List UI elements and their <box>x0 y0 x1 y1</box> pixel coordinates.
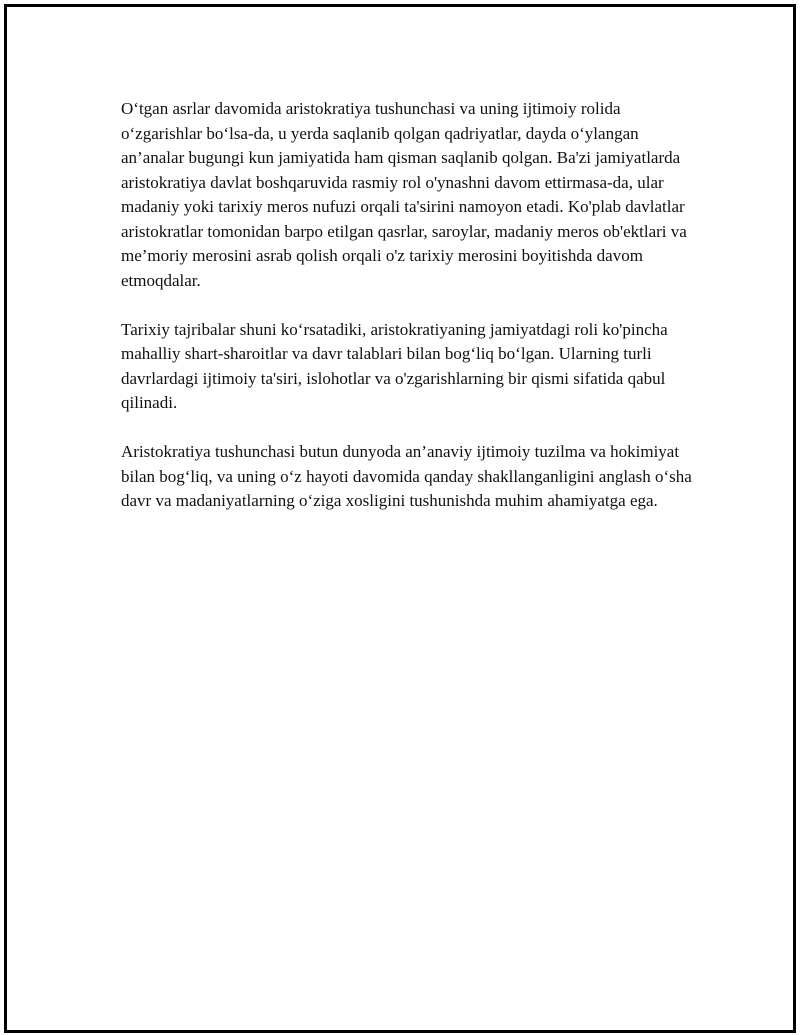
document-body <box>121 97 701 538</box>
paragraph-1: O‘tgan asrlar davomida aristokratiya tushunchasi va uning ijtimoiy rolida o‘zgarishlar bo‘lsa-da, u yerda saqlanib qolgan qadriyatlar, dayda o‘ylangan an’analar bugungi kun jamiyatida ham qisman saqlanib qolgan. Ba'zi jamiyatlarda aristokratiya davlat boshqaruvida rasmiy rol o'ynashni davom ettirmasa-da, ular madaniy yoki tarixiy meros nufuzi orqali ta'sirini namoyon etadi. Ko'plab davlatlar aristokratlar tomonidan barpo etilgan qasrlar, saroylar, madaniy meros ob'ektlari va me’moriy merosini asrab qolish orqali o'z tarixiy merosini boyitishda davom etmoqdalar. <box>121 99 687 290</box>
paragraph-2: Tarixiy tajribalar shuni ko‘rsatadiki, aristokratiyaning jamiyatdagi roli ko'pincha mahalliy shart-sharoitlar va davr talablari bilan bog‘liq bo‘lgan. Ularning turli davrlardagi ijtimoiy ta'siri, islohotlar va o'zgarishlarning bir qismi sifatida qabul qilinadi. <box>121 319 668 412</box>
paragraph-3: Aristokratiya tushunchasi butun dunyoda an’anaviy ijtimoiy tuzilma va hokimiyat bilan bog‘liq, va uning o‘z hayoti davomida qanday shakllanganligini anglash o‘sha davr va madaniyatlarning o‘ziga xosligini tushunishda muhim ahamiyatga ega. <box>121 442 692 510</box>
page-border <box>4 4 796 1033</box>
